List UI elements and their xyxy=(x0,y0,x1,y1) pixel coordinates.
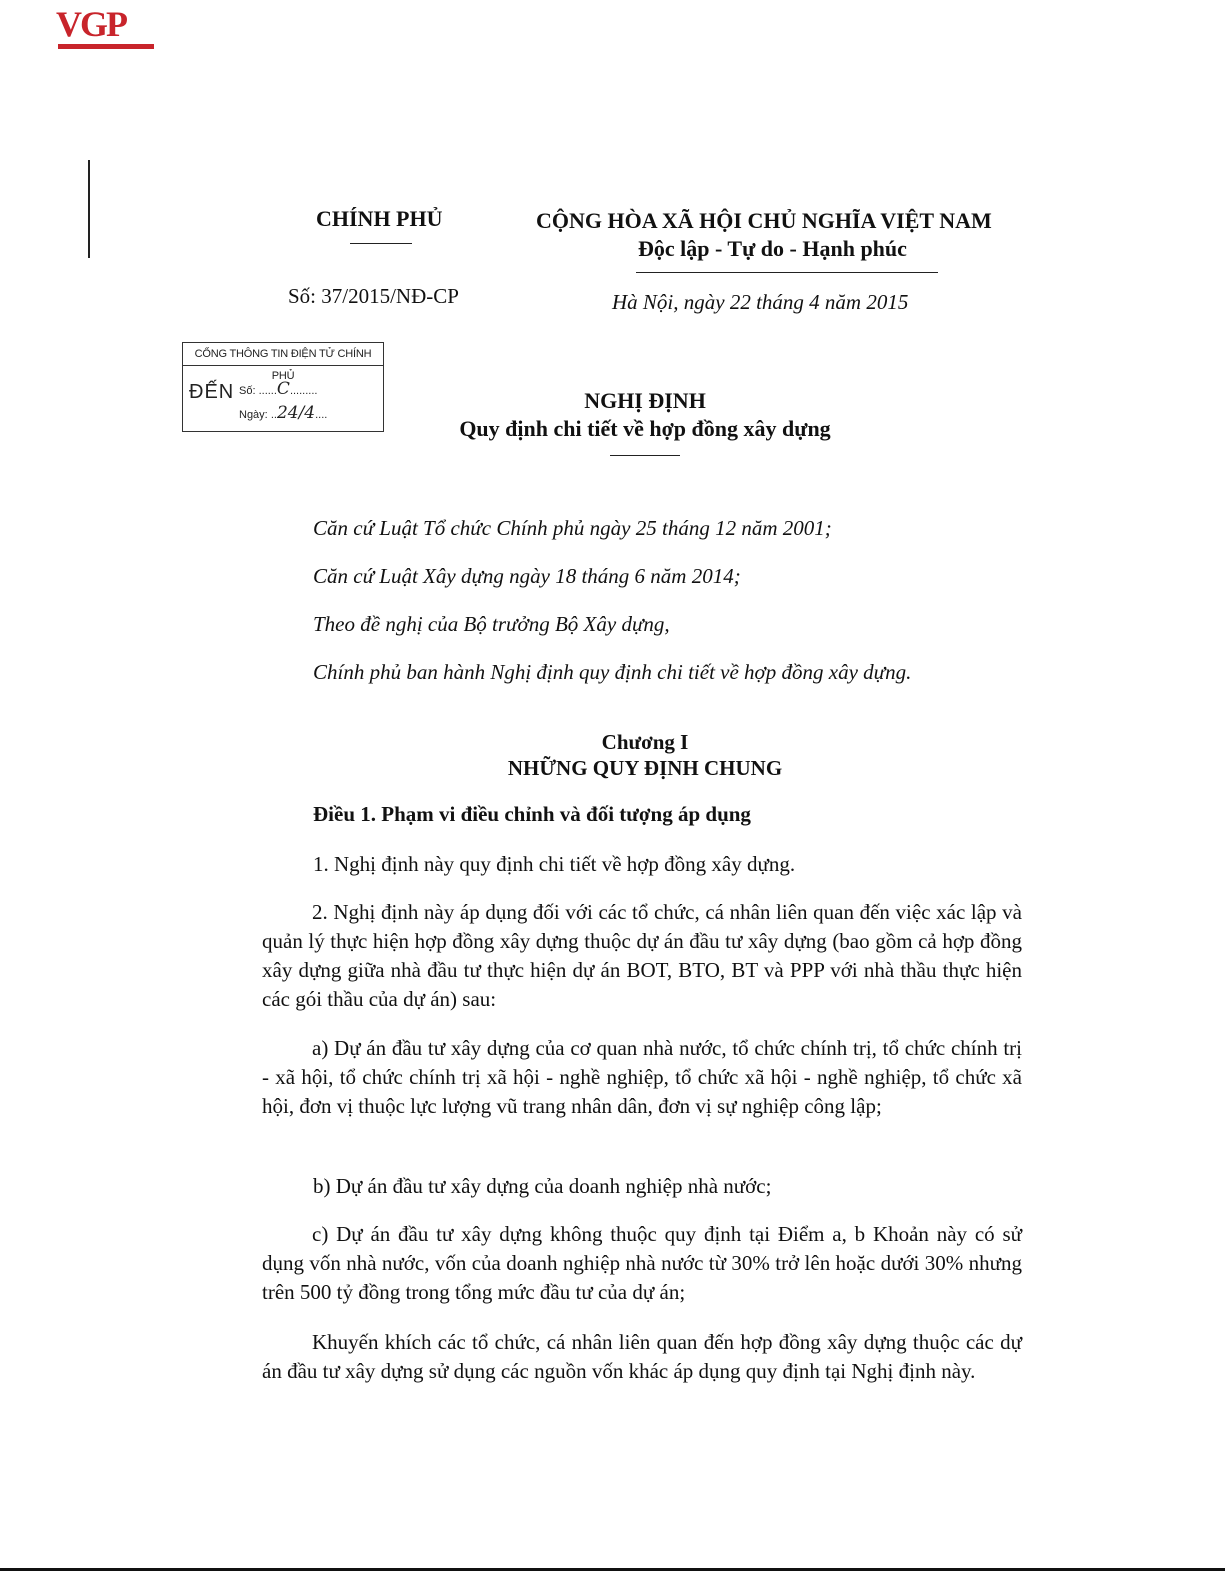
stamp-ngay-value: 24/4 xyxy=(276,403,316,423)
article-paragraph: b) Dự án đầu tư xây dựng của doanh nghiệp nhà nước; xyxy=(313,1174,772,1198)
stamp-so: Số: ......C......... xyxy=(239,379,318,399)
stamp-so-label: Số: xyxy=(239,385,256,397)
title-rule xyxy=(610,455,680,456)
preamble-line: Căn cứ Luật Tổ chức Chính phủ ngày 25 tháng 12 năm 2001; xyxy=(313,516,832,540)
page-bottom-line xyxy=(0,1568,1225,1571)
article-paragraph: 1. Nghị định này quy định chi tiết về hợp đồng xây dựng. xyxy=(313,852,796,876)
logo-underline xyxy=(58,44,154,49)
agency-rule xyxy=(350,243,412,244)
preamble-line: Căn cứ Luật Xây dựng ngày 18 tháng 6 năm 2014; xyxy=(313,564,741,588)
preamble-line: Theo đề nghị của Bộ trưởng Bộ Xây dựng, xyxy=(313,612,670,636)
stamp-den: ĐẾN xyxy=(189,381,235,403)
motto: Độc lập - Tự do - Hạnh phúc xyxy=(638,236,907,261)
place-date: Hà Nội, ngày 22 tháng 4 năm 2015 xyxy=(612,290,909,314)
motto-rule xyxy=(636,272,938,273)
chapter-number: Chương I xyxy=(601,730,689,754)
chapter-title: NHỮNG QUY ĐỊNH CHUNG xyxy=(507,756,783,780)
stamp-ngay-label: Ngày: xyxy=(239,409,268,421)
article-title: Điều 1. Phạm vi điều chỉnh và đối tượng áp dụng xyxy=(313,802,751,826)
agency-name: CHÍNH PHỦ xyxy=(316,206,443,231)
preamble-line: Chính phủ ban hành Nghị định quy định chi tiết về hợp đồng xây dựng. xyxy=(313,660,912,684)
nation-name: CỘNG HÒA XÃ HỘI CHỦ NGHĨA VIỆT NAM xyxy=(536,208,992,233)
document-subject: Quy định chi tiết về hợp đồng xây dựng xyxy=(459,416,831,441)
stamp-so-value: C xyxy=(276,379,290,399)
document-number: Số: 37/2015/NĐ-CP xyxy=(288,284,459,308)
logo-text: VGP xyxy=(56,4,126,44)
document-type: NGHỊ ĐỊNH xyxy=(584,388,706,413)
stamp-ngay: Ngày: ..24/4.... xyxy=(239,403,328,423)
margin-line xyxy=(88,160,90,258)
article-paragraph: Khuyến khích các tổ chức, cá nhân liên quan đến hợp đồng xây dựng thuộc các dự án đầu tư xây dựng sử dụng các nguồn vốn khác áp dụng quy định tại Nghị định này. xyxy=(262,1330,1022,1383)
article-paragraph: a) Dự án đầu tư xây dựng của cơ quan nhà nước, tổ chức chính trị, tổ chức chính trị - xã hội, tổ chức chính trị xã hội - nghề nghiệp, tổ chức xã hội - nghề nghiệp, tổ chức xã hội, đơn vị thuộc lực lượng vũ trang nhân dân, đơn vị sự nghiệp công lập; xyxy=(262,1036,1022,1118)
stamp-org: CỔNG THÔNG TIN ĐIỆN TỬ CHÍNH PHỦ xyxy=(183,343,383,366)
article-paragraph: 2. Nghị định này áp dụng đối với các tổ chức, cá nhân liên quan đến việc xác lập và quản lý thực hiện hợp đồng xây dựng thuộc dự án đầu tư xây dựng (bao gồm cả hợp đồng xây dựng giữa nhà đầu tư thực hiện dự án BOT, BTO, BT và PPP với nhà thầu thực hiện các gói thầu của dự án) sau: xyxy=(262,900,1022,1011)
article-paragraph: c) Dự án đầu tư xây dựng không thuộc quy định tại Điểm a, b Khoản này có sử dụng vốn nhà nước, vốn của doanh nghiệp nhà nước từ 30% trở lên hoặc dưới 30% nhưng trên 500 tỷ đồng trong tổng mức đầu tư của dự án; xyxy=(262,1222,1022,1304)
vgp-logo xyxy=(56,6,156,50)
